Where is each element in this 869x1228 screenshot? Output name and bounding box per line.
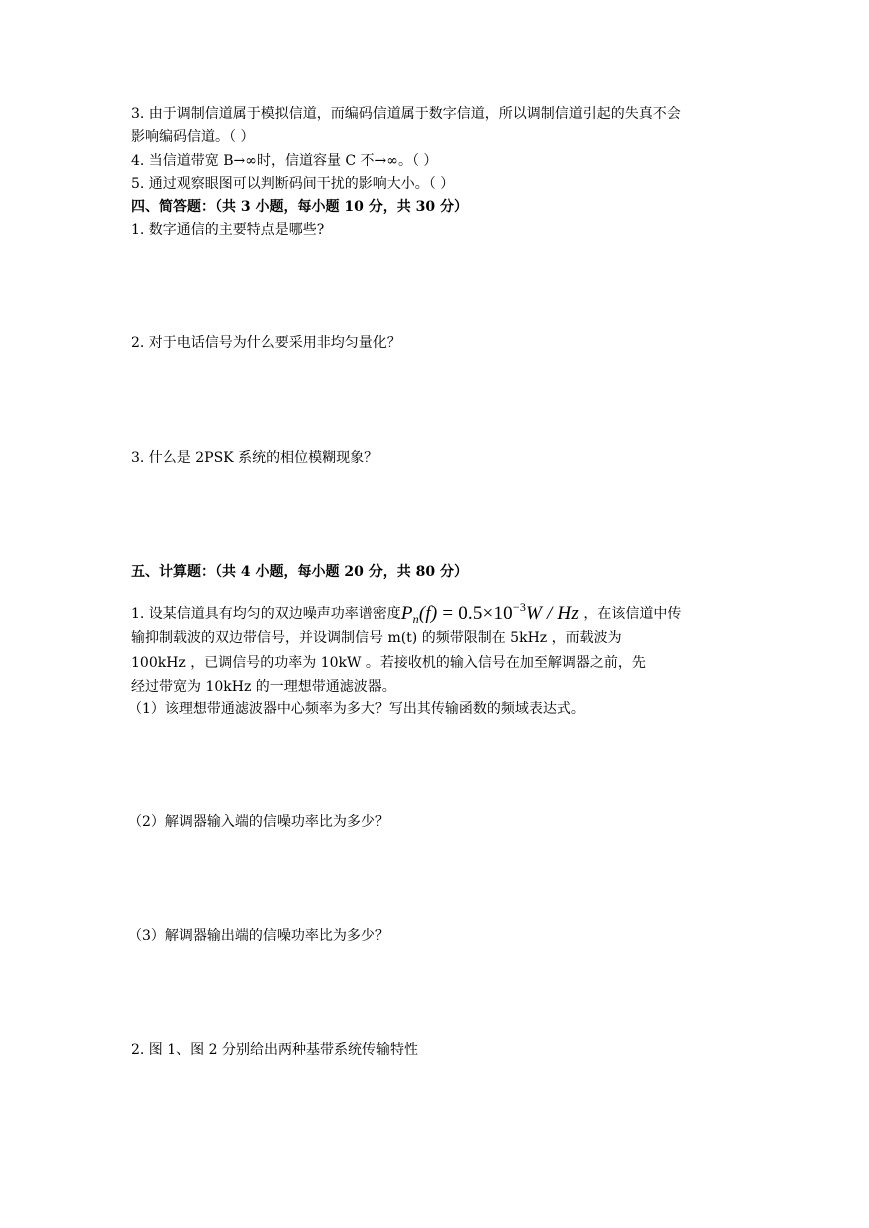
short-answer-q1: 1. 数字通信的主要特点是哪些? (131, 222, 325, 238)
calculation-q1-line4: 经过带宽为 10kHz 的一理想带通滤波器。 (131, 679, 396, 695)
calculation-q2: 2. 图 1、图 2 分别给出两种基带系统传输特性 (131, 1042, 418, 1058)
calculation-q1-line1 (131, 597, 681, 629)
calc-q1-suffix: ，在该信道中传 (578, 606, 682, 622)
calculation-q1-sub1: （1）该理想带通滤波器中心频率为多大？写出其传输函数的频域表达式。 (128, 701, 585, 717)
short-answer-q2: 2. 对于电话信号为什么要采用非均匀量化？ (131, 335, 401, 351)
judgement-q3-line2: 影响编码信道。（ ） (131, 129, 255, 145)
calculation-q1-line2: 输抑制载波的双边带信号，并设调制信号 m(t) 的频带限制在 5kHz ，而载波为 (131, 630, 622, 646)
noise-psd-formula: $P_n(f) = 0.5\times 10^{-3}W / Hz$ (400, 600, 579, 626)
judgement-q4: 4. 当信道带宽 B→∞时，信道容量 C 不→∞。（ ） (131, 153, 438, 169)
calculation-q1-sub2: （2）解调器输入端的信噪功率比为多少？ (128, 814, 389, 830)
calculation-q1-line3: 100kHz ，已调信号的功率为 10kW 。若接收机的输入信号在加至解调器之前，先 (131, 655, 646, 671)
calculation-heading: 五、计算题：（共 4 小题，每小题 20 分，共 80 分） (131, 564, 468, 580)
short-answer-q3: 3. 什么是 2PSK 系统的相位模糊现象？ (131, 450, 379, 466)
calculation-q1-sub3: （3）解调器输出端的信噪功率比为多少？ (128, 928, 389, 944)
judgement-q5: 5. 通过观察眼图可以判断码间干扰的影响大小。（ ） (131, 176, 455, 192)
short-answer-heading: 四、简答题：（共 3 小题，每小题 10 分，共 30 分） (131, 199, 468, 215)
calc-q1-prefix: 1. 设某信道具有均匀的双边噪声功率谱密度 (131, 606, 401, 622)
judgement-q3-line1: 3. 由于调制信道属于模拟信道，而编码信道属于数字信道，所以调制信道引起的失真不会 (131, 106, 681, 122)
